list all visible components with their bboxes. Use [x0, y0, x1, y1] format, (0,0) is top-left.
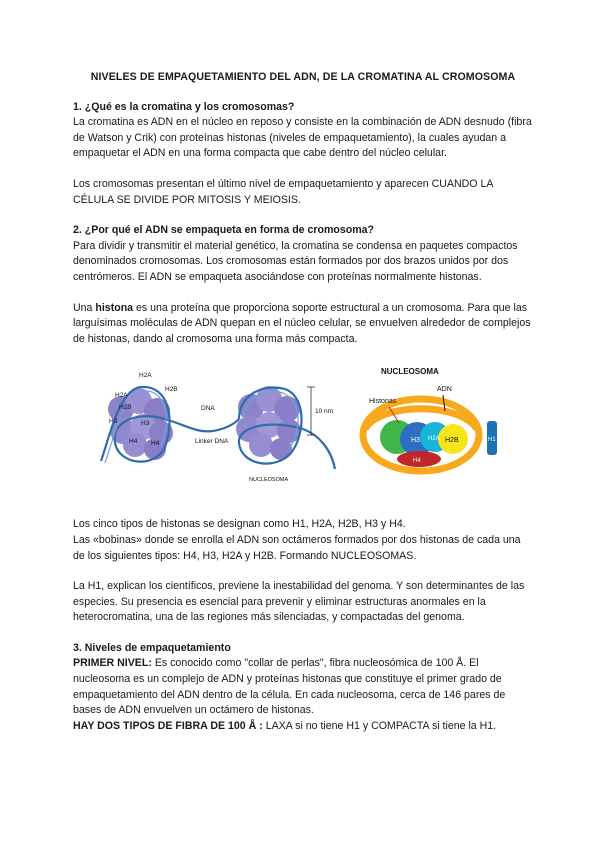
figures-row [73, 363, 533, 503]
section-2-paragraph-5: La H1, explican los científicos, previene la inestabilidad del genoma. Y son determinantes de las especies. Su presencia es esencial para prevenir y eliminar estructuras anormales en la heterocromatina, una de las regiones más silenciadas, y compactadas del genoma. [73, 580, 525, 624]
nucleosome-model-figure [359, 363, 519, 483]
section-2-paragraph-2 [73, 301, 533, 348]
section-3-paragraph-1 [73, 656, 533, 718]
document-title: NIVELES DE EMPAQUETAMIENTO DEL ADN, DE LA CROMATINA AL CROMOSOMA [90, 71, 516, 83]
label-histonas: Histonas [369, 398, 397, 406]
label-linker-dna: Linker DNA [195, 438, 229, 446]
primer-nivel-label: PRIMER NIVEL: [73, 657, 152, 670]
label-h3-right: H3 [141, 420, 150, 428]
nucleosome-dna-figure [99, 369, 361, 487]
label-dna: DNA [201, 405, 215, 413]
label-h3: H3 [411, 437, 420, 445]
text-run: Es conocido como "collar de perlas", fibra nucleosómica de 100 Å. El nucleosoma es un complejo de ADN y proteínas histonas que constituye el primer grado de empaquetamiento del ADN dentro de la célula. En cada nucleosoma, cerca de 146 pares de bases de ADN envuelven un octámero de histonas. [73, 657, 506, 717]
nucleosome-model-title: NUCLEOSOMA [381, 367, 439, 377]
histona-term: histona [95, 301, 134, 314]
label-adn: ADN [437, 386, 452, 394]
label-10nm: 10 nm [315, 408, 334, 416]
label-h2a-top: H2A [139, 372, 152, 380]
section-1-paragraph-1: La cromatina es ADN en el núcleo en reposo y consiste en la combinación de ADN desnudo (fibra de Watson y Crik) con proteínas histonas (niveles de empaquetamiento), la cuales ayudan a empaquetar el ADN en una forma compacta que cabe dentro del núcleo celular. [73, 116, 532, 160]
section-3-heading: 3. Niveles de empaquetamiento [73, 641, 231, 654]
label-h4-right: H4 [151, 440, 160, 448]
label-h2a: H2A [115, 392, 128, 400]
section-2-paragraph-1: Para dividir y transmitir el material genético, la cromatina se condensa en paquetes compactos denominados cromosomas. Los cromosomas están formados por dos brazos unidos por dos centrómeros. El ADN se empaqueta asociándose con proteínas normalmente histonas. [73, 239, 518, 283]
label-h2b: H2B [165, 386, 178, 394]
label-h3: H3 [109, 418, 118, 426]
text-run: Una [73, 301, 96, 314]
label-h2b: H2B [445, 437, 459, 445]
label-h2a: H2A [428, 436, 440, 443]
section-1-heading: 1. ¿Qué es la cromatina y los cromosomas? [73, 100, 295, 113]
label-h1: H1 [488, 437, 496, 444]
label-h4: H4 [413, 458, 421, 465]
section-2-paragraph-4: Las «bobinas» donde se enrolla el ADN son octámeros formados por dos histonas de cada una de los siguientes tipos: H4, H3, H2A y H2B. Formando NUCLEOSOMAS. [73, 533, 521, 562]
label-h2b-left: H2B [119, 404, 132, 412]
section-2-paragraph-3: Los cinco tipos de histonas se designan como H1, H2A, H2B, H3 y H4. [73, 518, 406, 531]
label-nucleosoma: NUCLEOSOMA [249, 477, 289, 484]
label-h4: H4 [129, 438, 138, 446]
section-2-heading: 2. ¿Por qué el ADN se empaqueta en forma de cromosoma? [73, 224, 375, 237]
section-1-paragraph-2: Los cromosomas presentan el último nivel de empaquetamiento y aparecen CUANDO LA CÉLULA SE DIVIDE POR MITOSIS Y MEIOSIS. [73, 177, 493, 206]
section-3-paragraph-2 [73, 719, 533, 735]
document-body [73, 70, 533, 734]
fibra-types-label: HAY DOS TIPOS DE FIBRA DE 100 Å : [73, 719, 263, 732]
text-run: LAXA si no tiene H1 y COMPACTA si tiene la H1. [262, 719, 497, 732]
text-run: es una proteína que proporciona soporte estructural a un cromosoma. Para que las larguísimas moléculas de ADN quepan en el núcleo celular, se envuelven alrededor de complejos de histonas, dando al cromosoma una forma más compacta. [73, 301, 531, 345]
octamer-right [236, 386, 301, 460]
